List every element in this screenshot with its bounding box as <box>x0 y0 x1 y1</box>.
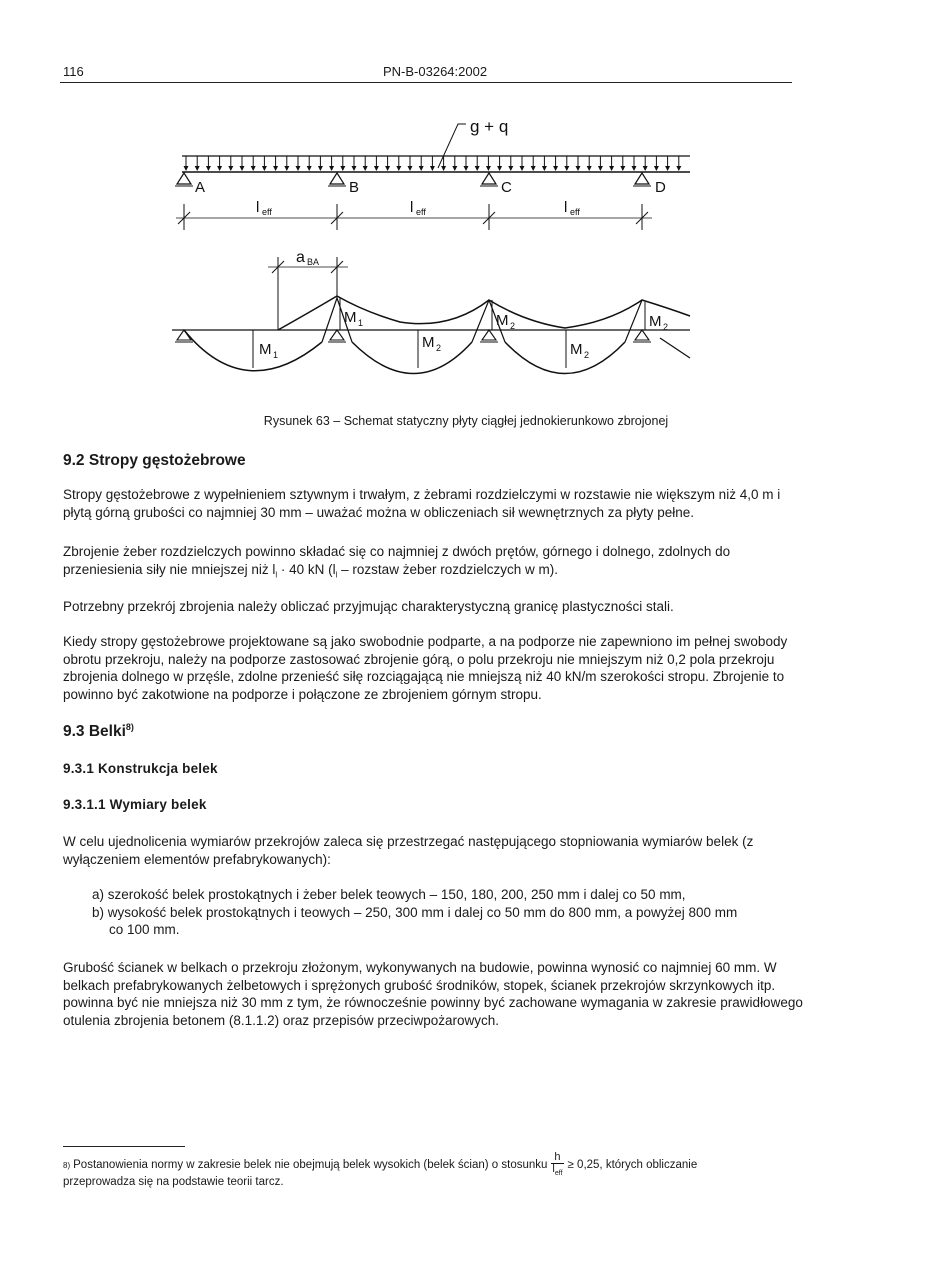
svg-text:l: l <box>410 199 414 216</box>
paragraph-9-2-2: Zbrojenie żeber rozdzielczych powinno składać się co najmniej z dwóch prętów, górnego i dolnego, zdolnych do przeniesienia siły nie mniejszej niż $l_l \cdot 40$ kN ($l_l$ – rozstaw żeber rozdzielczych w m). <box>63 544 731 580</box>
list-item: b) wysokość belek prostokątnych i teowych – 250, 300 mm i dalej co 50 mm do 800 mm, a powyżej 800 mm <box>92 904 738 920</box>
paragraph-9-2-3: Potrzebny przekrój zbrojenia należy obliczać przyjmując charakterystyczną granicę plastyczności stali. <box>63 599 674 614</box>
svg-text:M: M <box>259 341 272 358</box>
support-c-label: C <box>501 179 512 196</box>
load-arrow-head <box>452 166 457 171</box>
load-arrow-head <box>195 166 200 171</box>
load-arrow-head <box>576 166 581 171</box>
support-b-label: B <box>349 179 360 196</box>
svg-text:2: 2 <box>436 343 442 353</box>
moment-curve-span-2 <box>352 342 472 374</box>
load-arrow-head <box>497 166 502 171</box>
load-arrow-head <box>307 166 312 171</box>
svg-text:l: l <box>256 199 260 216</box>
load-arrow-head <box>240 166 245 171</box>
svg-text:M: M <box>344 309 357 326</box>
load-arrow-head <box>329 166 334 171</box>
svg-text:2: 2 <box>663 322 669 332</box>
load-arrow-head <box>385 166 390 171</box>
list-item: a) szerokość belek prostokątnych i żeber belek teowych – 150, 180, 200, 250 mm i dalej co 50 mm, <box>92 887 686 902</box>
svg-text:M: M <box>649 313 662 330</box>
svg-text:eff: eff <box>262 207 272 217</box>
page-number: 116 <box>63 64 84 79</box>
load-arrow-head <box>564 166 569 171</box>
section-9-3-1-1-heading: 9.3.1.1 Wymiary belek <box>63 797 207 812</box>
svg-text:M: M <box>422 334 435 351</box>
footnote-fraction: h $l_{eff}$ <box>552 1151 563 1178</box>
footnote: 8) Postanowienia normy w zakresie belek nie obejmują belek wysokich (belek ścian) o stosunku h $l_{eff}$ ≥ 0,25, których obliczanie przeprowadza się na podstawie teorii tarcz. <box>63 1152 823 1190</box>
figure-caption: Rysunek 63 – Schemat statyczny płyty ciągłej jednokierunkowo zbrojonej <box>263 414 669 428</box>
svg-text:2: 2 <box>584 350 590 360</box>
load-arrow-head <box>620 166 625 171</box>
moment-curve-span-3 <box>505 342 625 374</box>
moment-label-m2-support-d <box>649 313 668 332</box>
moment-label-m2-span-2 <box>422 334 441 353</box>
load-arrow-head <box>206 166 211 171</box>
svg-text:M: M <box>496 312 509 329</box>
load-arrow-head <box>464 166 469 171</box>
span-label-1 <box>256 199 272 217</box>
load-leader <box>438 124 466 168</box>
load-arrow-head <box>396 166 401 171</box>
load-arrow-head <box>598 166 603 171</box>
moment-label-m1-span <box>259 341 278 360</box>
load-arrow-head <box>553 166 558 171</box>
paragraph-9-2-4: Kiedy stropy gęstożebrowe projektowane są jako swobodnie podparte, a na podporze nie zapewniono im pełnej swobody obrotu przekroju, należy na podporze zastosować zbrojenie górą, o polu przekroju nie mniejszym niż 0,2 pola przekroju zbrojenia dolnego w przęśle, zdolne przenieść siłę rozciągającą nie mniejszą niż 40 kN/m szerokości stropu. Zbrojenie to powinno być zakotwione na podporze i połączone ze zbrojeniem górnym stropu. <box>63 634 788 702</box>
moment-label-m2-support-c <box>496 312 515 331</box>
load-label: g + q <box>470 117 509 136</box>
load-arrow-head <box>374 166 379 171</box>
section-9-3-1-heading: 9.3.1 Konstrukcja belek <box>63 761 218 776</box>
support-a <box>175 173 205 196</box>
footnote-line-2: przeprowadza się na podstawie teorii tarcz. <box>63 1176 284 1189</box>
section-9-2-heading: 9.2 Stropy gęstożebrowe <box>63 452 246 469</box>
dimension-list <box>92 886 812 939</box>
load-arrow-head <box>508 166 513 171</box>
load-arrow-head <box>676 166 681 171</box>
load-arrow-head <box>643 166 648 171</box>
load-arrow-head <box>251 166 256 171</box>
support-b <box>328 173 359 196</box>
support-c <box>480 173 512 196</box>
moment-label-m2-span-3 <box>570 341 589 360</box>
load-arrow-head <box>486 166 491 171</box>
load-arrow-head <box>542 166 547 171</box>
load-arrow-head <box>262 166 267 171</box>
moment-label-m1-support <box>344 309 363 328</box>
support-d <box>633 173 666 196</box>
svg-text:l: l <box>564 199 568 216</box>
load-arrow-head <box>228 166 233 171</box>
load-arrow-head <box>632 166 637 171</box>
load-arrow-head <box>654 166 659 171</box>
footnote-rule <box>63 1146 185 1147</box>
load-arrow-head <box>284 166 289 171</box>
static-scheme-figure <box>0 0 932 410</box>
load-arrow-head <box>318 166 323 171</box>
span-label-3 <box>564 199 580 217</box>
load-arrow-head <box>352 166 357 171</box>
load-arrow-head <box>609 166 614 171</box>
svg-text:a: a <box>296 249 305 266</box>
load-arrow-head <box>520 166 525 171</box>
svg-text:1: 1 <box>273 350 279 360</box>
load-arrow-head <box>363 166 368 171</box>
load-arrows <box>184 156 682 171</box>
load-arrow-head <box>531 166 536 171</box>
load-arrow-head <box>217 166 222 171</box>
svg-text:1: 1 <box>358 318 364 328</box>
load-arrow-head <box>273 166 278 171</box>
load-arrow-head <box>475 166 480 171</box>
svg-text:M: M <box>570 341 583 358</box>
load-arrow-head <box>441 166 446 171</box>
load-arrow-head <box>430 166 435 171</box>
list-item: co 100 mm. <box>109 922 180 937</box>
svg-text:eff: eff <box>570 207 580 217</box>
paragraph-9-3-closing: Grubość ścianek w belkach o przekroju złożonym, wykonywanych na budowie, powinna wynosić co najmniej 60 mm. W belkach prefabrykowanych żelbetowych i sprężonych grubość środników, stopek, ścianek przekrojów skrzynkowych itp. powinna być nie mniejsza niż 30 mm z tym, że równocześnie powinny być zachowane wymagania w zakresie prawidłowego otulenia zbrojenia betonem (8.1.1.2) oraz przepisów przeciwpożarowych. <box>63 960 803 1028</box>
support-a-label: A <box>195 179 206 196</box>
svg-text:BA: BA <box>307 257 320 267</box>
load-arrow-head <box>665 166 670 171</box>
section-9-3-heading: 9.3 Belki$^{8)}$ <box>63 722 134 741</box>
paragraph-9-2-1: Stropy gęstożebrowe z wypełnieniem sztywnym i trwałym, z żebrami rozdzielczymi w rozstawie nie większym niż 4,0 m i płytą górną grubości co najmniej 30 mm – uważać można w obliczeniach sił wewnętrznych za płyty pełne. <box>63 487 781 520</box>
standard-code: PN-B-03264:2002 <box>383 64 488 79</box>
svg-text:2: 2 <box>510 321 516 331</box>
paragraph-9-3-intro: W celu ujednolicenia wymiarów przekrojów zaleca się przestrzegać następującego stopniowania wymiarów belek (z wyłączeniem elementów prefabrykowanych): <box>63 834 754 867</box>
load-arrow-head <box>587 166 592 171</box>
aba-label <box>296 249 319 267</box>
load-arrow-head <box>296 166 301 171</box>
load-arrow-head <box>408 166 413 171</box>
span-label-2 <box>410 199 426 217</box>
load-arrow-head <box>340 166 345 171</box>
support-d-label: D <box>655 179 666 196</box>
load-arrow-head <box>419 166 424 171</box>
svg-text:eff: eff <box>416 207 426 217</box>
load-arrow-head <box>184 166 189 171</box>
